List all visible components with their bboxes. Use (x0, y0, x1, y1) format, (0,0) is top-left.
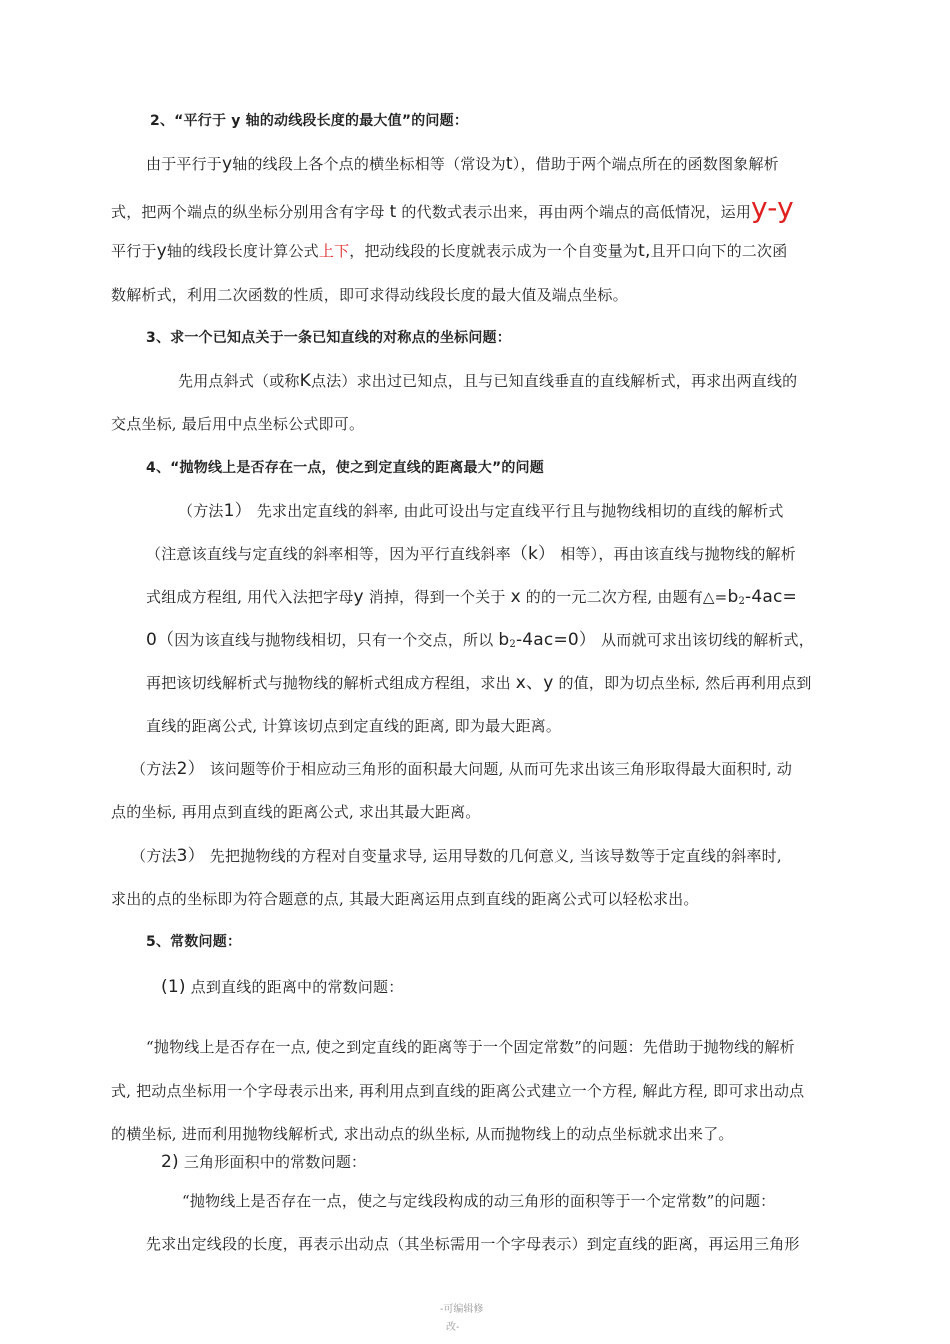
footer-editable-note-line-2: 改- (446, 1322, 460, 1333)
section-2-paragraph-line-3: 平行于y轴的线段长度计算公式上下，把动线段的长度就表示成为一个自变量为t,且开口向下的二次函 (111, 241, 788, 261)
method-3-line-1: （方法3） 先把抛物线的方程对自变量求导, 运用导数的几何意义, 当该导数等于定直线的斜率时, (131, 846, 782, 866)
subsection-1-paragraph-line-1: “抛物线上是否存在一点, 使之到定直线的距离等于一个固定常数”的问题：先借助于抛物线的解析 (146, 1038, 795, 1056)
section-2-paragraph-line-2: 式，把两个端点的纵坐标分别用含有字母 t 的代数式表示出来，再由两个端点的高低情况，运用y-y (111, 191, 794, 224)
method-2-line-1: （方法2） 该问题等价于相应动三角形的面积最大问题, 从而可先求出该三角形取得最大面积时, 动 (131, 759, 793, 779)
method-1-line-5: 再把该切线解析式与抛物线的解析式组成方程组，求出 x、y 的值，即为切点坐标, 然后再利用点到 (146, 673, 812, 693)
method-1-line-2: （注意该直线与定直线的斜率相等，因为平行直线斜率（k） 相等），再由该直线与抛物线的解析 (146, 544, 796, 564)
method-1-line-1: （方法1） 先求出定直线的斜率, 由此可设出与定直线平行且与抛物线相切的直线的解析式 (178, 501, 784, 521)
formula-highlight-updown: 上下 (318, 242, 350, 260)
subsection-2-paragraph-line-1: “抛物线上是否存在一点，使之与定线段构成的动三角形的面积等于一个定常数”的问题： (182, 1192, 776, 1210)
section-5-heading: 5、常数问题： (146, 934, 242, 950)
section-3-paragraph-line-1: 先用点斜式（或称K点法）求出过已知点，且与已知直线垂直的直线解析式，再求出两直线的 (178, 371, 798, 391)
method-1-line-4: 0（因为该直线与抛物线相切，只有一个交点，所以 $b_2-4ac=0$） 从而就可求出该切线的解析式， (146, 630, 814, 650)
method-1-line-6: 直线的距离公式, 计算该切点到定直线的距离, 即为最大距离。 (146, 717, 562, 735)
section-2-paragraph-line-4: 数解析式，利用二次函数的性质，即可求得动线段长度的最大值及端点坐标。 (111, 286, 628, 304)
subsection-1-paragraph-line-3: 的横坐标, 进而利用抛物线解析式, 求出动点的纵坐标, 从而抛物线上的动点坐标就求出来了。 (111, 1125, 734, 1143)
method-3-line-2: 求出的点的坐标即为符合题意的点, 其最大距离运用点到直线的距离公式可以轻松求出。 (111, 890, 699, 908)
section-2-heading: 2、“平行于 y 轴的动线段长度的最大值”的问题： (150, 113, 469, 129)
subsection-1-paragraph-line-2: 式, 把动点坐标用一个字母表示出来, 再利用点到直线的距离公式建立一个方程, 解此方程, 即可求出动点 (111, 1082, 805, 1100)
section-2-paragraph-line-1: 由于平行于y轴的线段上各个点的横坐标相等（常设为t），借助于两个端点所在的函数图象解析 (146, 154, 779, 174)
subsection-2-paragraph-line-2: 先求出定线段的长度，再表示出动点（其坐标需用一个字母表示）到定直线的距离，再运用三角形 (146, 1235, 800, 1253)
subsection-1-title: (1) 点到直线的距离中的常数问题： (161, 977, 404, 997)
footer-editable-note-line-1: -可编辑修 (440, 1304, 484, 1315)
section-4-heading: 4、“抛物线上是否存在一点，使之到定直线的距离最大”的问题 (146, 460, 544, 476)
method-1-line-3: 式组成方程组, 用代入法把字母y 消掉，得到一个关于 x 的的一元二次方程, 由题有$\triangle=b_2-4ac=$ (146, 587, 797, 607)
formula-highlight: y-y (751, 191, 794, 224)
method-2-line-2: 点的坐标, 再用点到直线的距离公式, 求出其最大距离。 (111, 803, 481, 821)
section-3-paragraph-line-2: 交点坐标, 最后用中点坐标公式即可。 (111, 415, 365, 433)
section-3-heading: 3、求一个已知点关于一条已知直线的对称点的坐标问题： (146, 330, 511, 346)
subsection-2-title: 2) 三角形面积中的常数问题： (161, 1152, 367, 1172)
